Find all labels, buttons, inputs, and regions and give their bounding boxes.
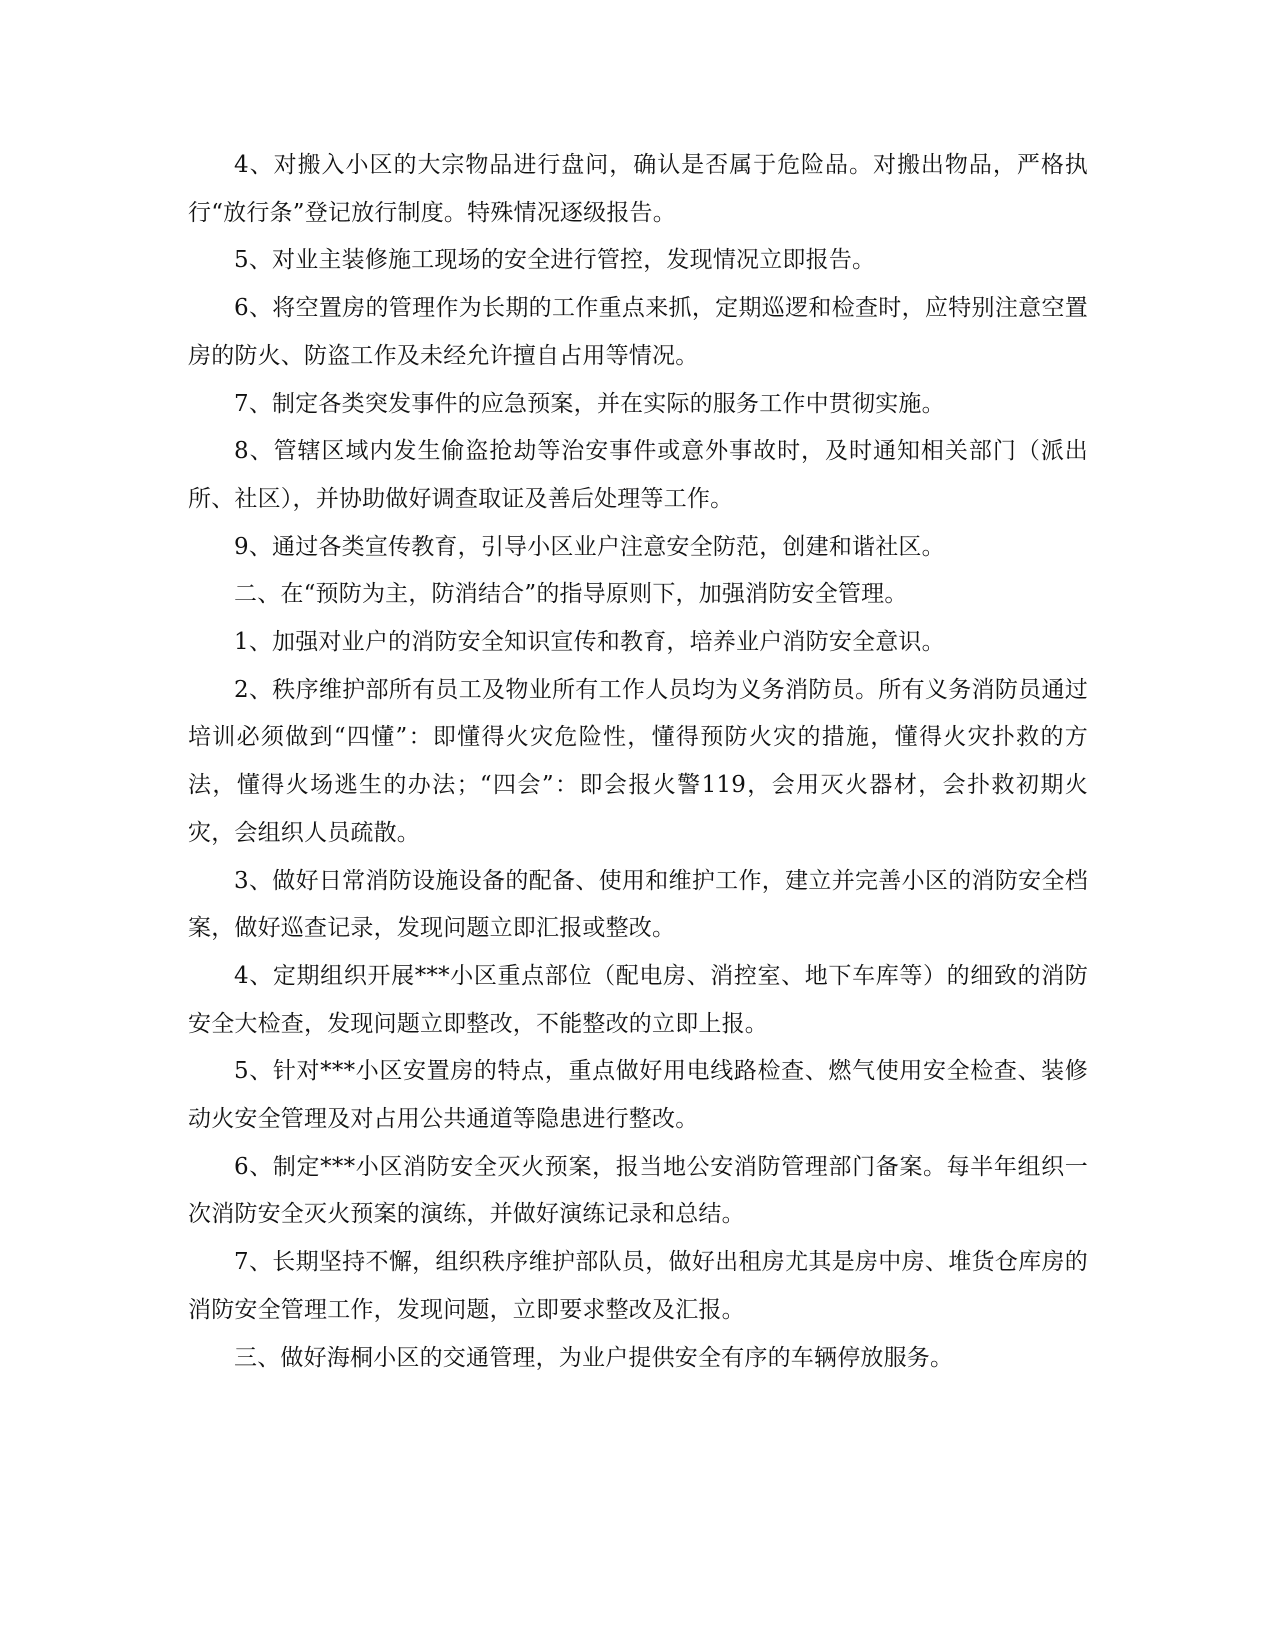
paragraph-item-5-renovation-safety: 5、对业主装修施工现场的安全进行管控，发现情况立即报告。: [234, 247, 876, 274]
paragraph-fire-item-2: 2、秩序维护部所有员工及物业所有工作人员均为义务消防员。所有义务消防员通过培训必须做到“四懂”：即懂得火灾危险性，懂得预防火灾的措施，懂得火灾扑救的方法，懂得火场逃生的办法；“四会”：即会报火警119，会用灭火器材，会扑救初期火灾，会组织人员疏散。: [188, 676, 1088, 846]
document-body: [188, 142, 1088, 1382]
paragraph-fire-item-5: 5、针对***小区安置房的特点，重点做好用电线路检查、燃气使用安全检查、装修动火安全管理及对占用公共通道等隐患进行整改。: [188, 1058, 1088, 1133]
paragraph-item-4-goods-inspection: 4、对搬入小区的大宗物品进行盘问，确认是否属于危险品。对搬出物品，严格执行“放行条”登记放行制度。特殊情况逐级报告。: [188, 152, 1088, 226]
paragraph-fire-item-6: 6、制定***小区消防安全灭火预案，报当地公安消防管理部门备案。每半年组织一次消防安全灭火预案的演练，并做好演练记录和总结。: [188, 1153, 1088, 1228]
paragraph-fire-item-4: 4、定期组织开展***小区重点部位（配电房、消控室、地下车库等）的细致的消防安全大检查，发现问题立即整改，不能整改的立即上报。: [188, 962, 1088, 1037]
paragraph-item-6-vacant-housing: 6、将空置房的管理作为长期的工作重点来抓，定期巡逻和检查时，应特别注意空置房的防火、防盗工作及未经允许擅自占用等情况。: [188, 295, 1088, 369]
paragraph-fire-item-7: 7、长期坚持不懈，组织秩序维护部队员，做好出租房尤其是房中房、堆货仓库房的消防安全管理工作，发现问题，立即要求整改及汇报。: [188, 1249, 1088, 1323]
paragraph-item-9-safety-education: 9、通过各类宣传教育，引导小区业户注意安全防范，创建和谐社区。: [234, 533, 945, 560]
paragraph-fire-item-1: 1、加强对业户的消防安全知识宣传和教育，培养业户消防安全意识。: [234, 629, 945, 656]
paragraph-fire-item-3: 3、做好日常消防设施设备的配备、使用和维护工作，建立并完善小区的消防安全档案，做好巡查记录，发现问题立即汇报或整改。: [188, 867, 1088, 942]
section-heading-fire-safety: 二、在“预防为主，防消结合”的指导原则下，加强消防安全管理。: [234, 581, 908, 608]
section-heading-traffic-management: 三、做好海桐小区的交通管理，为业户提供安全有序的车辆停放服务。: [234, 1344, 954, 1371]
paragraph-item-7-emergency-plans: 7、制定各类突发事件的应急预案，并在实际的服务工作中贯彻实施。: [234, 390, 945, 417]
paragraph-item-8-incident-reporting: 8、管辖区域内发生偷盗抢劫等治安事件或意外事故时，及时通知相关部门（派出所、社区），并协助做好调查取证及善后处理等工作。: [188, 438, 1088, 512]
